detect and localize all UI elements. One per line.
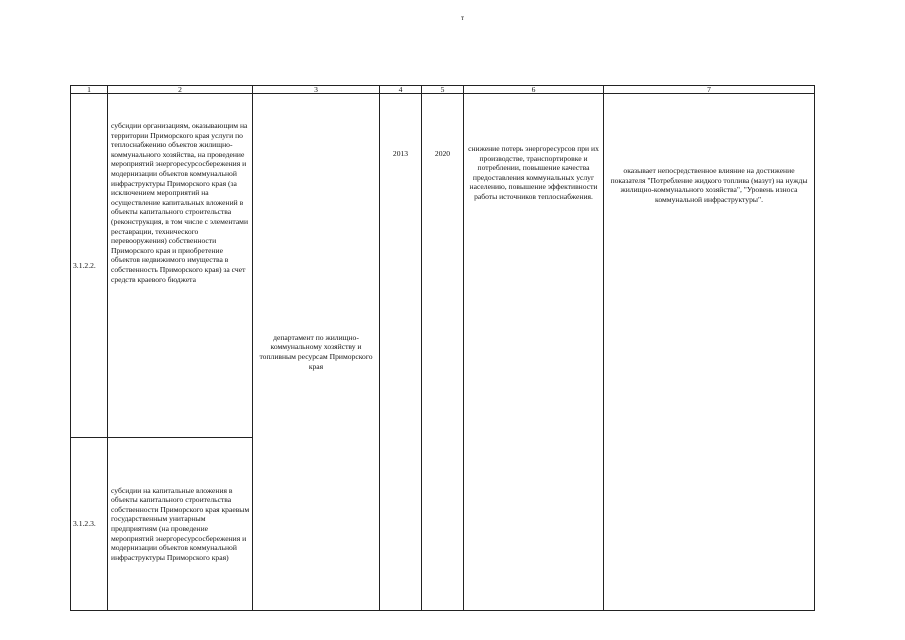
start-year: 2013 — [380, 94, 422, 611]
header-col-7: 7 — [604, 86, 815, 94]
indicator-effect: оказывает непосредственное влияние на достижение показателя "Потребление жидкого топлива (мазут) на нужды жилищно-коммунального хозяйства", "Уровень износа коммунальной инфраструктуры". — [604, 94, 815, 611]
page-mark: т — [461, 14, 465, 22]
header-col-2: 2 — [108, 86, 253, 94]
expected-result: снижение потерь энергоресурсов при их производстве, транспортировке и потреблении, повышение качества предоставления коммунальных услуг населению, повышение эффективности работы источников теплоснабжения. — [464, 94, 604, 611]
header-col-1: 1 — [71, 86, 108, 94]
header-row — [71, 86, 815, 94]
row-description: субсидии на капитальные вложения в объекты капитального строительства собственности Приморского края краевым государственным унитарным предприятиям (на проведение мероприятий энергоресурсосбережения и модернизации объектов коммунальной инфраструктуры Приморского края) — [108, 438, 253, 611]
row-description: субсидии организациям, оказывающим на территории Приморского края услуги по теплоснабжению объектов жилищно-коммунального хозяйства, на проведение мероприятий энергоресурсосбережения и модернизации объектов коммунальной инфраструктуры Приморского края (за исключением мероприятий на осуществление капитальных вложений в объекты капитального строительства (реконструкция, в том числе с элементами реставрации, технического перевооружения) собственности Приморского края и приобретение объектов недвижимого имущества в собственность Приморского края) за счет средств краевого бюджета — [108, 94, 253, 438]
program-table — [70, 85, 815, 611]
table-row — [71, 94, 815, 438]
end-year: 2020 — [422, 94, 464, 611]
header-col-4: 4 — [380, 86, 422, 94]
header-col-3: 3 — [253, 86, 380, 94]
executor-cell: департамент по жилищно-коммунальному хозяйству и топливным ресурсам Приморского края — [253, 94, 380, 611]
row-number: 3.1.2.3. — [71, 438, 108, 611]
header-col-5: 5 — [422, 86, 464, 94]
header-col-6: 6 — [464, 86, 604, 94]
row-number: 3.1.2.2. — [71, 94, 108, 438]
